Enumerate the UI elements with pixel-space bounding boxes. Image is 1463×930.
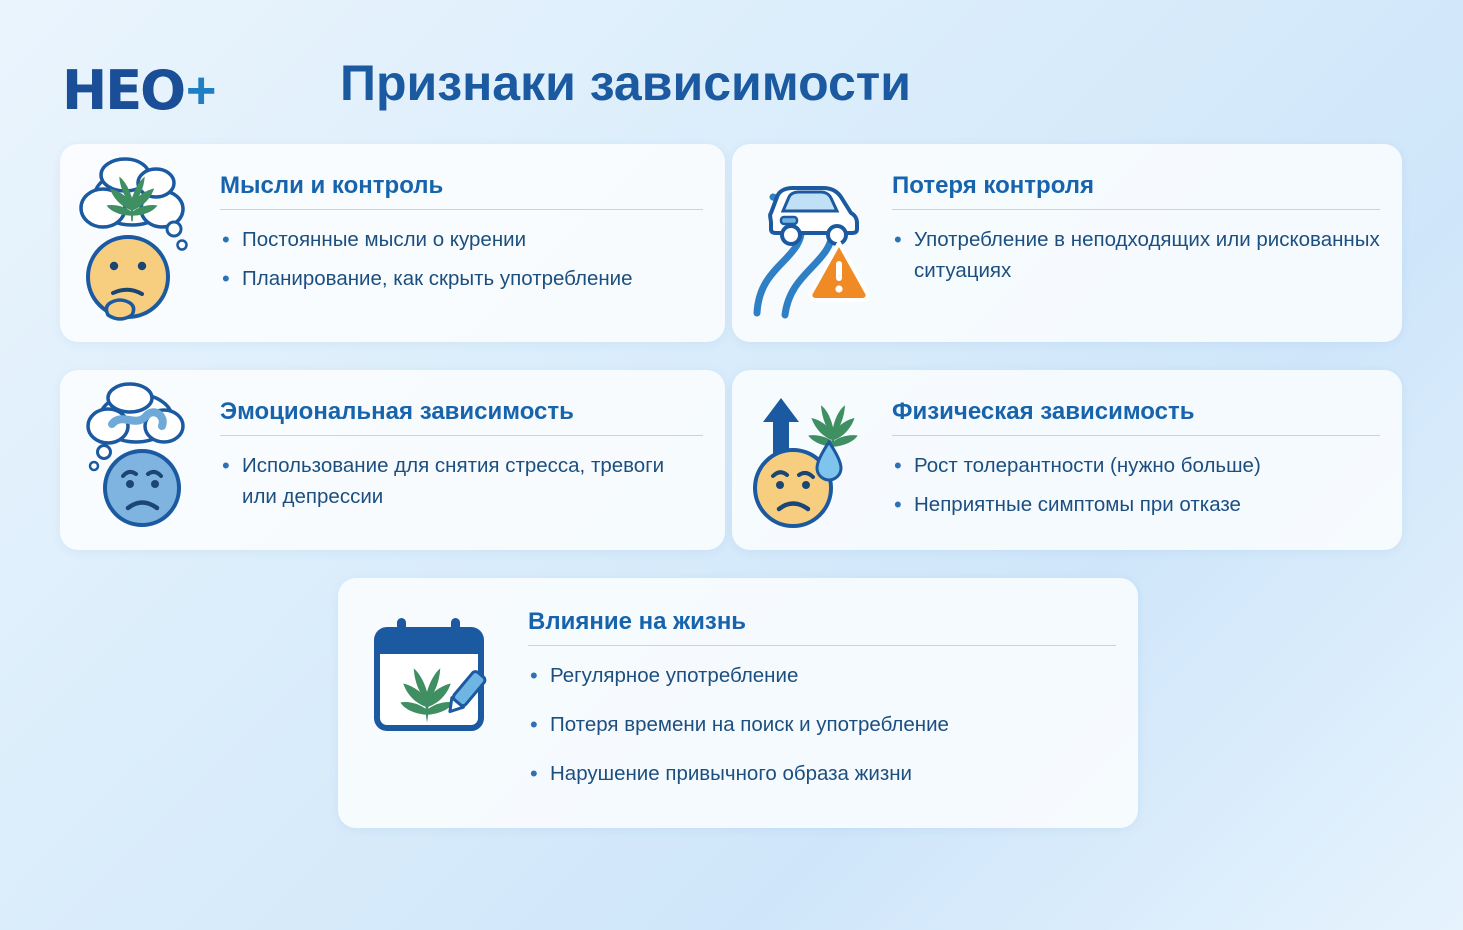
icon-calendar-cannabis xyxy=(338,578,528,864)
list-item: • Употребление в неподходящих или рискованных ситуациях xyxy=(892,224,1380,286)
page-header xyxy=(0,36,1463,122)
card-title: Мысли и контроль xyxy=(220,172,703,210)
card-bullet-list xyxy=(892,224,1380,286)
card-title: Влияние на жизнь xyxy=(528,608,1116,646)
card-emotional-dependence xyxy=(60,370,725,550)
calendar-cannabis-icon xyxy=(363,614,503,744)
list-item: • Потеря времени на поиск и употребление xyxy=(528,709,1116,740)
card-loss-of-control xyxy=(732,144,1402,342)
list-item: • Постоянные мысли о курении xyxy=(220,224,703,255)
icon-sweating-face-arrow-up-cannabis xyxy=(732,370,892,550)
card-bullet-list xyxy=(220,450,703,512)
page-title: Признаки зависимости xyxy=(340,55,911,111)
list-item: • Нарушение привычного образа жизни xyxy=(528,758,1116,789)
card-thoughts-and-control xyxy=(60,144,725,342)
list-item: • Планирование, как скрыть употребление xyxy=(220,263,703,294)
card-title: Потеря контроля xyxy=(892,172,1380,210)
car-winding-road-warning-icon xyxy=(737,163,887,323)
list-item: • Рост толерантности (нужно больше) xyxy=(892,450,1380,481)
brand-logo-text: HEO xyxy=(62,59,184,122)
list-item: • Использование для снятия стресса, тревоги или депрессии xyxy=(220,450,703,512)
brand-logo-plus-icon: + xyxy=(186,62,215,120)
thinking-face-cannabis-thought-bubble-icon xyxy=(70,153,210,333)
card-title: Физическая зависимость xyxy=(892,398,1380,436)
list-item: • Регулярное употребление xyxy=(528,660,1116,691)
card-impact-on-life xyxy=(338,578,1138,828)
sweating-face-arrow-up-cannabis-icon xyxy=(737,380,887,540)
sad-face-cloud-thought-icon xyxy=(70,380,210,540)
card-title: Эмоциональная зависимость xyxy=(220,398,703,436)
card-bullet-list xyxy=(220,224,703,294)
card-bullet-list xyxy=(892,450,1380,520)
icon-thinking-face-cannabis-thought-bubble xyxy=(60,144,220,342)
card-physical-dependence xyxy=(732,370,1402,550)
list-item: • Неприятные симптомы при отказе xyxy=(892,489,1380,520)
card-bullet-list xyxy=(528,660,1116,789)
brand-logo xyxy=(62,59,215,122)
icon-car-winding-road-warning xyxy=(732,144,892,342)
icon-sad-face-cloud-thought xyxy=(60,370,220,550)
